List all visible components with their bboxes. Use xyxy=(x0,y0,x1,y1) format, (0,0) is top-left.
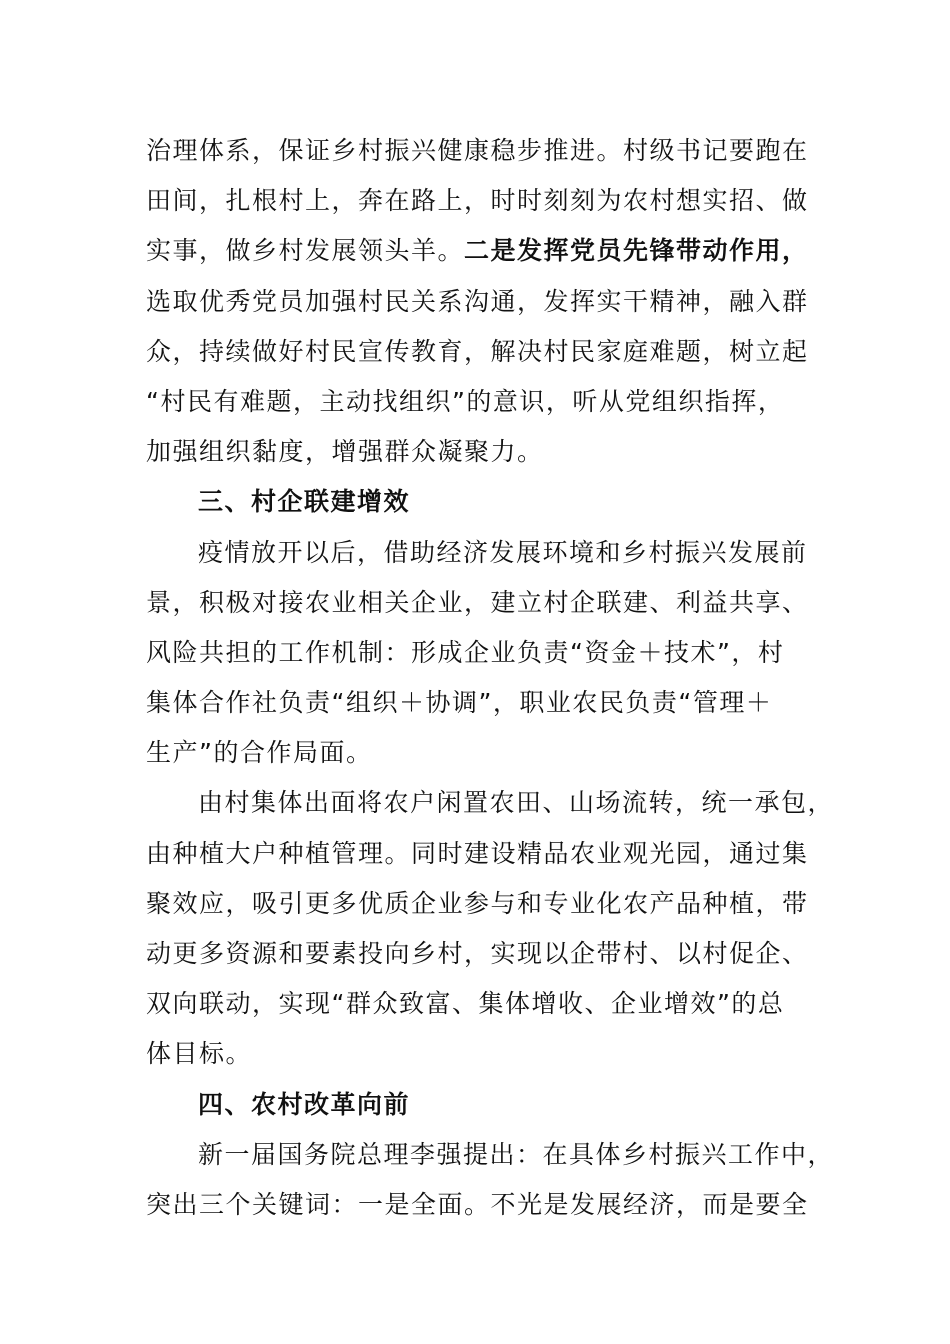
text-line: 选取优秀党员加强村民关系沟通，发挥实干精神，融入群 xyxy=(146,286,809,316)
text-line: 新一届国务院总理李强提出：在具体乡村振兴工作中， xyxy=(198,1139,835,1169)
text-line: 双向联动，实现“群众致富、集体增收、企业增效”的总 xyxy=(146,989,785,1019)
text-line: 生产”的合作局面。 xyxy=(146,738,373,768)
text-line: 动更多资源和要素投向乡村，实现以企带村、以村促企、 xyxy=(146,939,809,968)
text-line: 众，持续做好村民宣传教育，解决村民家庭难题，树立起 xyxy=(146,336,809,366)
text-line: 风险共担的工作机制：形成企业负责“资金＋技术”，村 xyxy=(146,637,785,667)
text-line-mixed xyxy=(146,226,810,276)
text-line: 景，积极对接农业相关企业，建立村企联建、利益共享、 xyxy=(146,587,809,617)
section-heading-4: 四、农村改革向前 xyxy=(198,1089,411,1119)
text-line: 加强组织黏度，增强群众凝聚力。 xyxy=(146,437,544,467)
text-line: 体目标。 xyxy=(146,1039,253,1069)
text-segment: 实事，做乡村发展领头羊。 xyxy=(146,236,465,266)
text-line: 突出三个关键词：一是全面。不光是发展经济，而是要全 xyxy=(146,1189,809,1219)
bold-keypoint: 二是发挥党员先锋带动作用， xyxy=(464,236,809,266)
text-line: 由村集体出面将农户闲置农田、山场流转，统一承包， xyxy=(198,788,835,818)
section-heading-3: 三、村企联建增效 xyxy=(198,487,411,517)
paragraph-party-organization xyxy=(146,126,810,477)
text-line: 疫情放开以后，借助经济发展环境和乡村振兴发展前 xyxy=(198,537,808,567)
text-line: 集体合作社负责“组织＋协调”，职业农民负责“管理＋ xyxy=(146,688,773,718)
paragraph-land-transfer xyxy=(146,778,835,1079)
document-body xyxy=(146,126,835,1230)
paragraph-rural-reform xyxy=(146,1130,835,1230)
paragraph-village-enterprise xyxy=(146,528,810,779)
text-line: 由种植大户种植管理。同时建设精品农业观光园，通过集 xyxy=(146,838,809,868)
text-line: 田间，扎根村上，奔在路上，时时刻刻为农村想实招、做 xyxy=(146,186,809,216)
text-line: “村民有难题，主动找组织”的意识，听从党组织指挥， xyxy=(146,386,785,416)
text-line: 治理体系，保证乡村振兴健康稳步推进。村级书记要跑在 xyxy=(146,136,809,165)
text-line: 聚效应，吸引更多优质企业参与和专业化农产品种植，带 xyxy=(146,888,809,918)
